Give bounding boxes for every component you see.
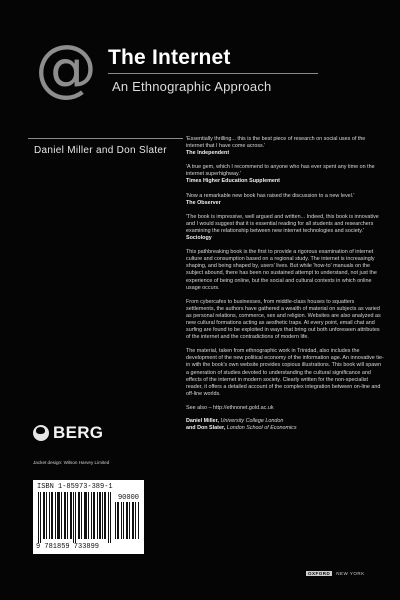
title-divider — [108, 73, 318, 74]
imprint-text: NEW YORK — [336, 571, 365, 576]
berg-logo-text: BERG — [53, 423, 104, 442]
quote-source: The Independent — [186, 150, 230, 157]
quote-text: 'The book is impressive, well argued and written... Indeed, this book is innovative and I would suggest that it is essential reading for all students and researchers examining the relationship between new internet technologies and society.' — [186, 213, 379, 234]
isbn-text: ISBN 1-85973-389-1 — [37, 483, 113, 491]
credit-line — [186, 425, 384, 432]
publisher-imprint — [306, 571, 365, 576]
at-sign-logo: @ — [35, 31, 97, 104]
berg-publisher-logo — [33, 423, 103, 443]
book-subtitle: An Ethnographic Approach — [112, 79, 272, 94]
quote-text: 'Now a remarkable new book has raised the discussion to a new level.' — [186, 192, 355, 199]
berg-emblem-icon — [33, 425, 49, 441]
quote-text: 'A true gem, which I recommend to anyone who has ever spent any time on the internet superhighway.' — [186, 164, 375, 178]
quote-source: Times Higher Education Supplement — [186, 178, 280, 185]
review-quote — [186, 214, 384, 242]
credit-line — [186, 418, 384, 425]
quote-source: Sociology — [186, 235, 212, 242]
credit-affiliation: University College London — [220, 418, 284, 424]
authors-line: Daniel Miller and Don Slater — [34, 145, 167, 156]
quote-text: 'Essentially thrilling... this is the best piece of research on social uses of the internet that I have come across.' — [186, 136, 366, 150]
price-code-text: 90000 — [117, 494, 139, 502]
review-quote — [186, 136, 384, 157]
ean-barcode-icon — [38, 492, 112, 543]
book-title: The Internet — [108, 46, 231, 69]
jacket-design-credit: Jacket design: Wilson Harvey Limited — [33, 460, 110, 465]
isbn-barcode — [33, 480, 144, 554]
credit-name: Daniel Miller, — [186, 418, 219, 424]
imprint-box: OXFORD — [308, 571, 331, 576]
authors-divider — [28, 138, 183, 139]
credit-affiliation: London School of Economics — [226, 425, 297, 432]
website-reference: See also – http://ethnonet.gold.ac.uk — [186, 404, 274, 411]
price-barcode-icon — [115, 502, 140, 539]
credit-name: and Don Slater, — [186, 425, 226, 432]
author-credits — [186, 418, 384, 432]
description-paragraph: This pathbreaking book is the first to provide a rigorous examination of internet culture and consumption based on a regional study. The internet is increasingly shaping, and being shaped by, users' lives. But while 'how-to' manuals on the subject abound, there has been no sustained attempt to understand, not just the experience of being online, but the social and cultural contexts in which online usage occurs. — [186, 249, 377, 291]
review-quote — [186, 164, 384, 185]
description-paragraph: The material, taken from ethnographic work in Trinidad, also includes the development of the new political economy of the information age. An innovative tie-in with the book's own website provides copious illustrations. This book will spawn a generation of studies devoted to understanding the cultural significance and effects of the internet in modern society. Clearly written for the non-specialist reader, it offers a detailed account of the complex integration between on-line and off-line worlds. — [186, 348, 384, 397]
blurb-column — [186, 136, 384, 432]
quote-source: The Observer — [186, 199, 221, 206]
review-quote — [186, 193, 384, 207]
description-paragraph: From cybercafes to businesses, from middle-class houses to squatters settlements, the authors have gathered a wealth of material on subjects as varied as personal relations, commerce, sex and religion. Websites are also analyzed as new cultural formations acting as aesthetic traps. At every point, email chat and surfing are found to be exploited in ways that bring out both unforeseen attributes of the internet and the contradictions of modern life. — [186, 298, 381, 341]
barcode-number: 9 781859 733899 — [36, 543, 100, 551]
